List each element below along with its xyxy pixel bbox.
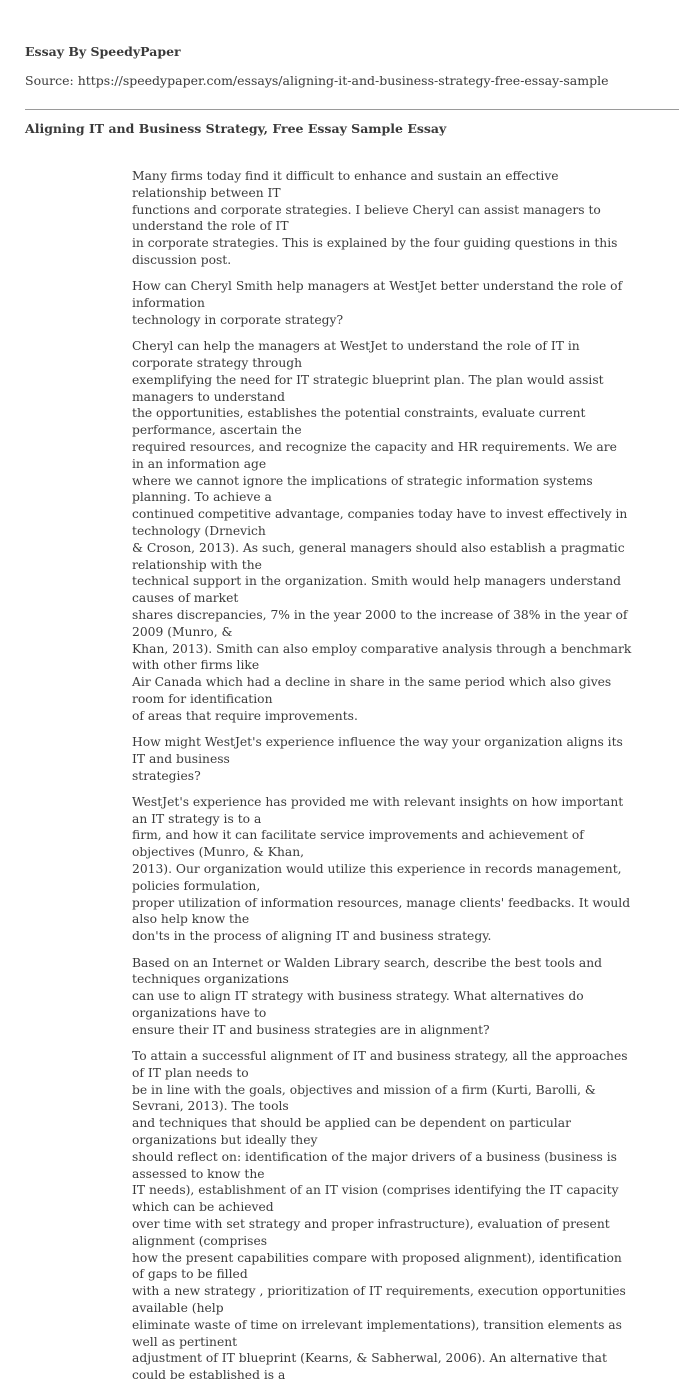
essay-title: Aligning IT and Business Strategy, Free Essay Sample Essay (25, 121, 447, 136)
answer-2: WestJet's experience has provided me with relevant insights on how important an IT strategy is to a firm, and how it can facilitate service improvements and achievement of objectives (Munro, & Khan, 2013). Our organization would utilize this experience in records management, policies formulation, proper utilization of information resources, manage clients' feedbacks. It would also help know the don'ts in the process of aligning IT and business strategy. (132, 794, 631, 944)
paragraph-intro: Many firms today find it difficult to enhance and sustain an effective relationship between IT functions and corporate strategies. I believe Cheryl can assist managers to understand the role of IT in corporate strategies. This is explained by the four guiding questions in this discussion post. (132, 169, 618, 267)
answer-3: To attain a successful alignment of IT and business strategy, all the approaches of IT plan needs to be in line with the goals, objectives and mission of a firm (Kurti, Barolli, & Sevrani, 2013). The tools and techniques that should be applied can be dependent on particular organizations but ideally they should reflect on: identification of the major drivers of a business (business is assessed to know the IT needs), establishment of an IT vision (comprises identifying the IT capacity which can be achieved over time with set strategy and proper infrastructure), evaluation of present alignment (comprises how the present capabilities compare with proposed alignment), identification of gaps to be filled with a new strategy , prioritization of IT requirements, execution opportunities available (help eliminate waste of time on irrelevant implementations), transition elements as well as pertinent adjustment of IT blueprint (Kearns, & Sabherwal, 2006). An alternative that could be established is a (132, 1049, 628, 1383)
question-3: Based on an Internet or Walden Library search, describe the best tools and techniques organizations can use to align IT strategy with business strategy. What alternatives do organizations have to ensure their IT and business strategies are in alignment? (132, 955, 602, 1037)
question-2: How might WestJet's experience influence the way your organization aligns its IT and business strategies? (132, 735, 623, 783)
header-divider (25, 109, 679, 110)
question-1: How can Cheryl Smith help managers at WestJet better understand the role of information technology in corporate strategy? (132, 279, 623, 327)
publisher-title: Essay By SpeedyPaper (25, 44, 181, 59)
essay-body (132, 168, 632, 1393)
source-line: Source: https://speedypaper.com/essays/aligning-it-and-business-strategy-free-essay-sample (25, 73, 609, 88)
answer-1: Cheryl can help the managers at WestJet to understand the role of IT in corporate strategy through exemplifying the need for IT strategic blueprint plan. The plan would assist managers to understand the opportunities, establishes the potential constraints, evaluate current performance, ascertain the required resources, and recognize the capacity and HR requirements. We are in an information age where we cannot ignore the implications of strategic information systems planning. To achieve a continued competitive advantage, companies today have to invest effectively in technology (Drnevich & Croson, 2013). As such, general managers should also establish a pragmatic relationship with the technical support in the organization. Smith would help managers understand causes of market shares discrepancies, 7% in the year 2000 to the increase of 38% in the year of 2009 (Munro, & Khan, 2013). Smith can also employ comparative analysis through a benchmark with other firms like Air Canada which had a decline in share in the same period which also gives room for identification of areas that require improvements. (132, 339, 632, 723)
